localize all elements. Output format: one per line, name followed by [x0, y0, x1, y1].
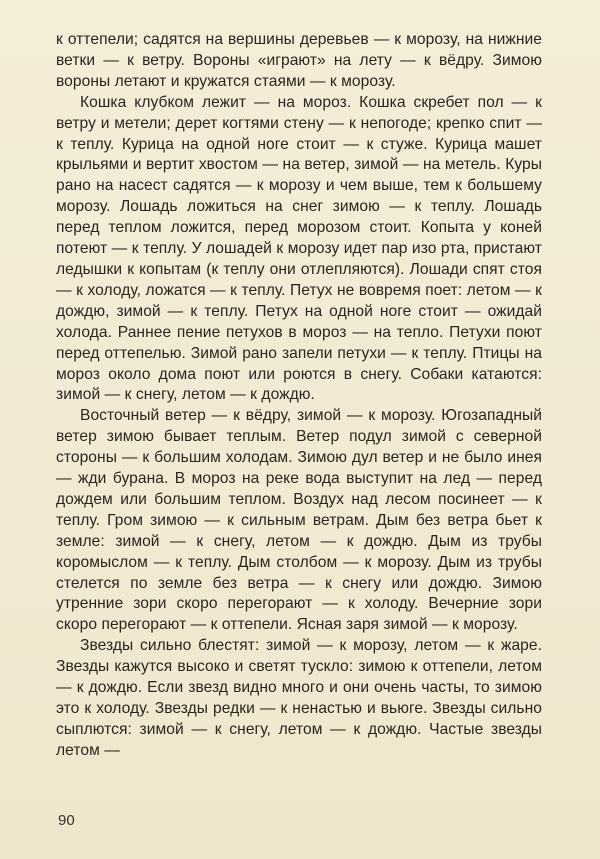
paragraph-animals: Кошка клубком лежит — на мороз. Кошка скребет пол — к ветру и метели; дерет когтями стену — к непогоде; крепко спит — к теплу. Курица на одной ноге стоит — к стуже. Курица машет крыльями и вертит хвостом — на ветер, зимой — на метель. Куры рано на насест садятся — к морозу и чем выше, тем к большему морозу. Лошадь ложиться на снег зимою — к теплу. Лошадь перед теплом ложится, перед морозом стоит. Копыта у коней потеют — к теплу. У лошадей к морозу идет пар изо рта, пристают ледышки к копытам (к теплу они отлепляются). Лошади спят стоя — к холоду, ложатся — к теплу. Петух не вовремя поет: летом — к дождю, зимой — к теплу. Петух на одной ноге стоит — ожидай холода. Раннее пение петухов в мороз — на тепло. Петухи поют перед оттепелью. Зимой рано запели петухи — к теплу. Птицы на мороз около дома поют или роются в снегу. Собаки катаются: зимой — к снегу, летом — к дождю.	[56, 93, 542, 404]
paragraph-stars: Звезды сильно блестят: зимой — к морозу, летом — к жаре. Звезды кажутся высоко и светят тускло: зимою к оттепели, летом — к дождю. Если звезд видно много и они очень часты, то зимою это к холоду. Звезды редки — к ненастью и вьюге. Звезды сильно сыплются: зимой — к снегу, летом — к дождю. Частые звезды летом —	[56, 637, 542, 759]
page-text	[56, 30, 542, 762]
paragraph-wind-smoke: Восточный ветер — к вёдру, зимой — к морозу. Югозападный ветер зимою бывает теплым. Ветер подул зимой с северной стороны — к большим холодам. Зимою дул ветер и не было инея — жди бурана. В мороз на реке вода выступит на лед — перед дождем или большим теплом. Воздух над лесом посинеет — к теплу. Гром зимою — к сильным ветрам. Дым без ветра бьет к земле: зимой — к снегу, летом — к дождю. Дым из трубы коромыслом — к теплу. Дым столбом — к морозу. Дым из трубы стелется по земле без ветра — к снегу или дождю. Зимою утренние зори скоро перегорают — к холоду. Вечерние зори скоро перегорают — к оттепели. Ясная заря зимой — к морозу.	[56, 407, 542, 634]
paragraph-crows: к оттепели; садятся на вершины деревьев — к морозу, на нижние ветки — к ветру. Вороны «играют» на лету — к вёдру. Зимою вороны летают и кружатся стаями — к морозу.	[56, 31, 542, 90]
page-number: 90	[58, 812, 75, 829]
